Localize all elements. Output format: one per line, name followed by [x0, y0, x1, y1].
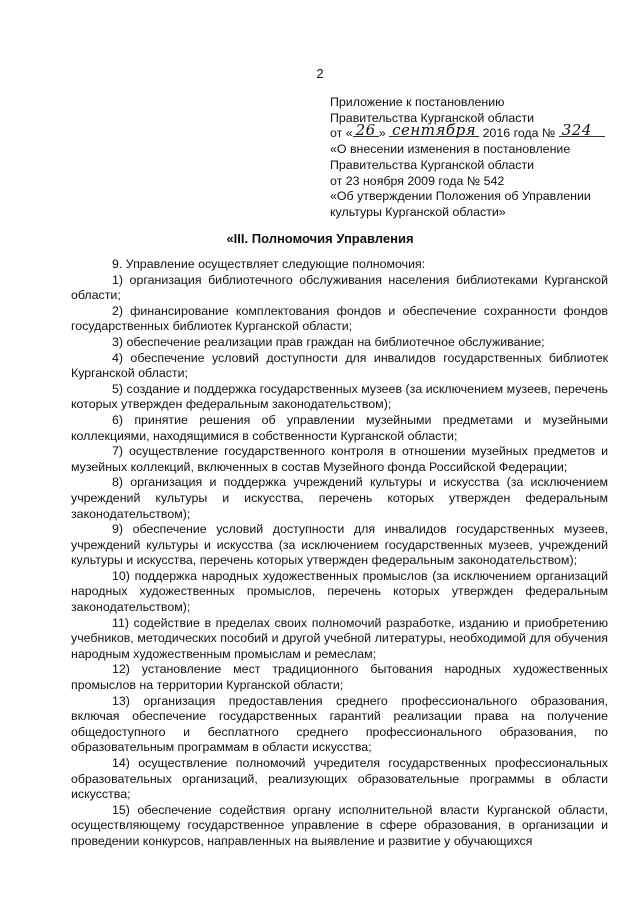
section-heading: «III. Полномочия Управления — [226, 231, 414, 246]
appendix-line: Правительства Курганской области — [330, 110, 535, 125]
page-number: 2 — [316, 66, 324, 81]
paragraph: 4) обеспечение условий доступности для инвалидов государственных библиотек Курганской области; — [71, 350, 608, 381]
date-quote: » — [378, 126, 386, 141]
paragraph: 13) организация предоставления среднего профессионального образования, включая обеспечение государственных гарантий реализации права на получение общедоступного и бесплатного среднего профессионального образования, по образовательным программам в области искусства; — [71, 693, 608, 755]
appendix-line: «Об утверждении Положения об Управлении — [330, 189, 591, 204]
paragraph: 7) осуществление государственного контроля в отношении музейных предметов и музейных коллекций, включенных в состав Музейного фонда Российской Федерации; — [71, 444, 608, 474]
handwritten-day: 26 — [353, 124, 379, 137]
paragraph: 2) финансирование комплектования фондов и обеспечение сохранности фондов государственных библиотек Курганской области; — [71, 303, 608, 334]
paragraph: 6) принятие решения об управлении музейными предметами и музейными коллекциями, находящимися в собственности Курганской области; — [71, 412, 608, 443]
appendix-line: от 23 ноября 2009 года № 542 — [330, 173, 505, 188]
paragraph: 3) обеспечение реализации прав граждан на библиотечное обслуживание; — [112, 334, 545, 349]
appendix-line: Правительства Курганской области — [330, 157, 535, 172]
body-text — [71, 257, 608, 850]
appendix-line: «О внесении изменения в постановление — [330, 142, 571, 157]
handwritten-month: сентября — [389, 124, 479, 137]
paragraph: 15) обеспечение содействия органу исполнительной власти Курганской области, осуществляющему государственное управление в сфере образования, в организации и проведении конкурсов, направленных на выявление и развитие у обучающихся — [71, 802, 608, 848]
paragraph: 1) организация библиотечного обслуживания населения библиотеками Курганской области; — [71, 272, 608, 303]
date-prefix: от « — [330, 126, 353, 141]
handwritten-number: 324 — [559, 124, 605, 137]
paragraph: 5) создание и поддержка государственных музеев (за исключением музеев, перечень которых утвержден федеральным законодательством); — [71, 381, 608, 412]
paragraph: 11) содействие в пределах своих полномочий разработке, изданию и приобретению учебников, методических пособий и другой учебной литературы, необходимой для обучения народным художественным промыслам и ремеслам; — [71, 615, 608, 661]
appendix-block — [330, 95, 620, 221]
paragraph: 9. Управление осуществляет следующие полномочия: — [112, 257, 426, 271]
appendix-line: Приложение к постановлению — [330, 95, 505, 109]
paragraph: 9) обеспечение условий доступности для инвалидов государственных музеев, учреждений культуры и искусства (за исключением государственных музеев, учреждений культуры и искусства, перечень которых утвержден федеральным законодательством); — [71, 522, 608, 568]
appendix-line: культуры Курганской области» — [330, 204, 506, 219]
paragraph: 10) поддержка народных художественных промыслов (за исключением организаций народных художественных промыслов, перечень которых утвержден федеральным законодательством); — [71, 568, 608, 615]
paragraph: 8) организация и поддержка учреждений культуры и искусства (за исключением учреждений культуры и искусства, перечень которых утвержден федеральным законодательством); — [71, 475, 608, 521]
paragraph: 12) установление мест традиционного бытования народных художественных промыслов на территории Курганской области; — [71, 662, 608, 693]
date-year: 2016 года № — [482, 126, 556, 141]
appendix-date-line — [330, 121, 620, 142]
paragraph: 14) осуществление полномочий учредителя государственных профессиональных образовательных организаций, реализующих образовательные программы в области искусства; — [71, 756, 608, 802]
